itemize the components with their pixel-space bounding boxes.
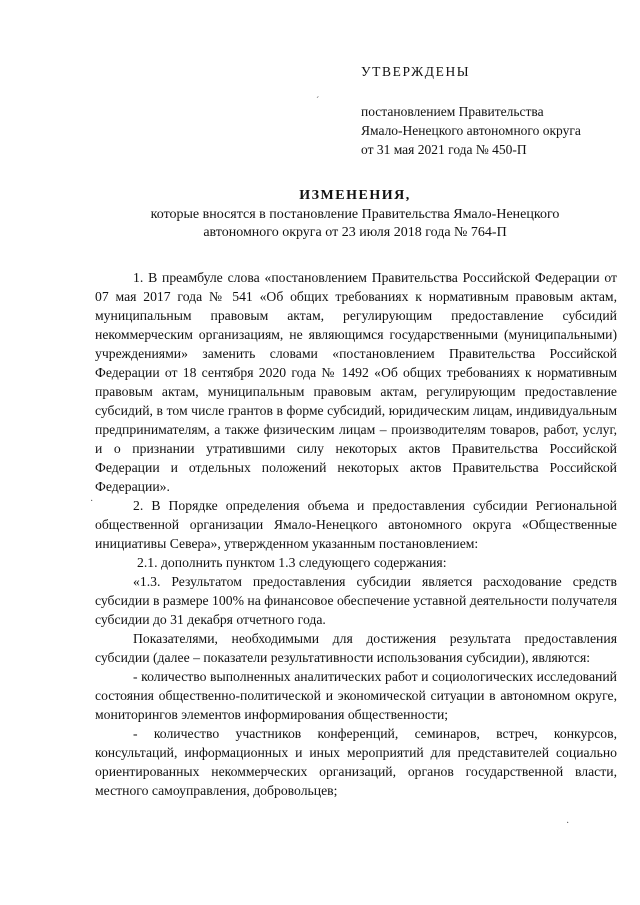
approval-title: УТВЕРЖДЕНЫ (361, 64, 471, 79)
paragraph-item-2: 2. В Порядке определения объема и предоставления субсидии Региональной общественной организации Ямало-Ненецкого автономного округа «Общественные инициативы Севера», утвержденном указанным постановлением: (95, 498, 617, 551)
paragraph-item-1: 1. В преамбуле слова «постановлением Правительства Российской Федерации от 07 мая 2017 года № 541 «Об общих требованиях к нормативным правовым актам, муниципальным правовым актам, регулирующим предоставление субсидий некоммерческим организациям, не являющимся государственными (муниципальными) учреждениями» заменить словами «постановлением Правительства Российской Федерации от 18 сентября 2020 года № 1492 «Об общих требованиях к нормативным правовым актам, муниципальным правовым актам, регулирующим предоставление субсидий, в том числе грантов в форме субсидий, юридическим лицам, индивидуальным предпринимателям, а также физическим лицам – производителям товаров, работ, услуг, и о признании утратившими силу некоторых актов Правительства Российской Федерации и отдельных положений некоторых актов Правительства Российской Федерации». (95, 270, 617, 494)
scan-speck-mark: ˊ (316, 96, 320, 107)
approval-block (361, 62, 631, 159)
paragraph-item-1-3: «1.3. Результатом предоставления субсидии является расходование средств субсидии в размере 100% на финансовое обеспечение уставной деятельности получателя субсидии до 31 декабря отчетного года. (95, 574, 617, 627)
approval-line-3: от 31 мая 2021 года № 450-П (361, 142, 527, 157)
approval-line-1: постановлением Правительства (361, 104, 544, 119)
document-subtitle-line-2: автономного округа от 23 июля 2018 года № 764-П (203, 225, 507, 240)
scan-speck-mark: · (90, 496, 94, 507)
document-heading (70, 188, 640, 242)
paragraph-indicators: Показателями, необходимыми для достижения результата предоставления субсидии (далее – показатели результативности использования субсидии), являются: (95, 631, 617, 665)
paragraph-item-2-1: 2.1. дополнить пунктом 1.3 следующего содержания: (137, 555, 447, 570)
document-body (95, 268, 617, 800)
document-title: ИЗМЕНЕНИЯ, (299, 188, 411, 203)
paragraph-indicator-participants: - количество участников конференций, семинаров, встреч, конкурсов, консультаций, информационных и иных мероприятий для представителей социально ориентированных некоммерческих организаций, органов государственной власти, местного самоуправления, добровольцев; (95, 726, 617, 798)
scan-speck-mark: · (566, 818, 570, 829)
paragraph-indicator-analytics: - количество выполненных аналитических работ и социологических исследований состояния общественно-политической и экономической ситуации в автономном округе, мониторингов элементов информирования общественности; (95, 669, 617, 722)
document-subtitle-line-1: которые вносятся в постановление Правительства Ямало-Ненецкого (150, 207, 560, 222)
approval-line-2: Ямало-Ненецкого автономного округа (361, 123, 581, 138)
